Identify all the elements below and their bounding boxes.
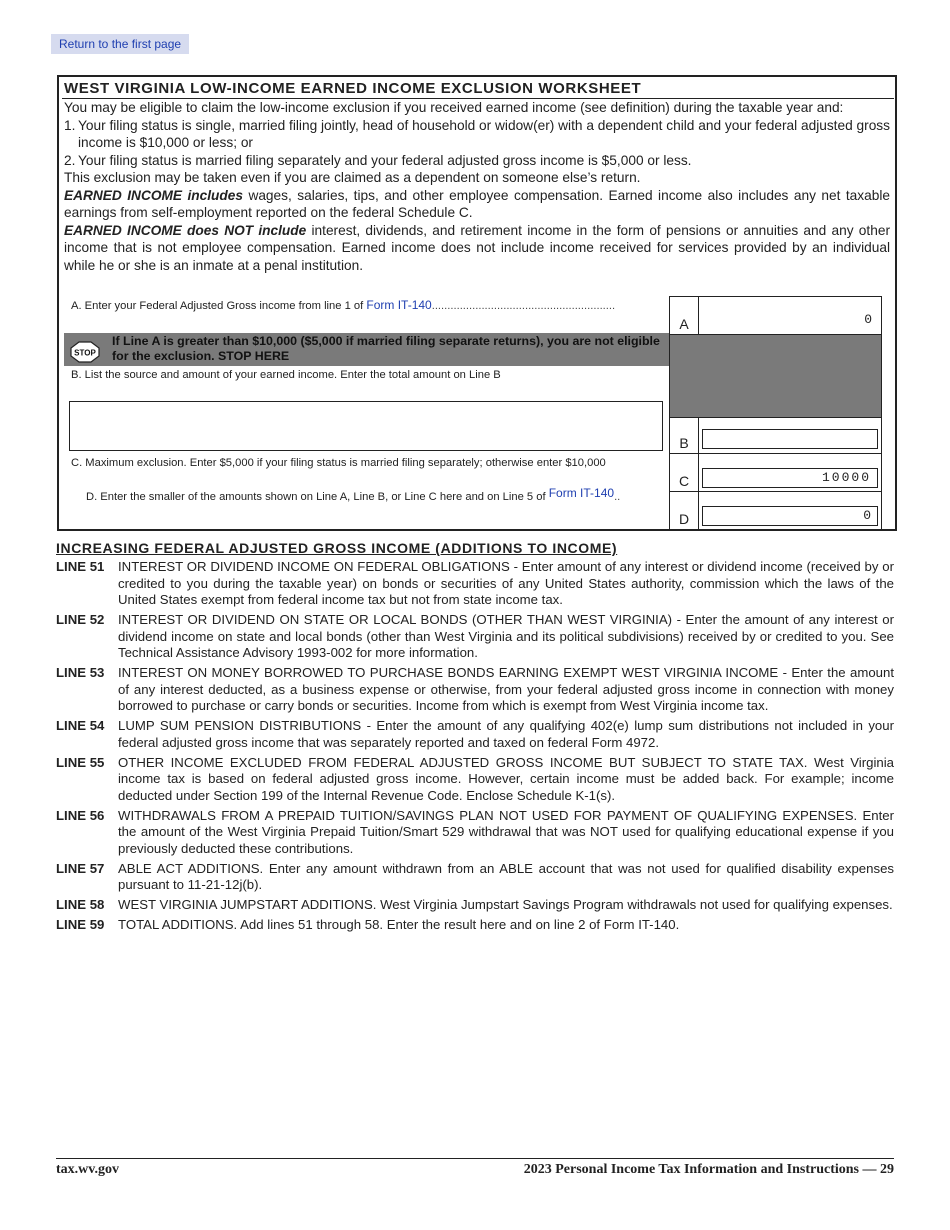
condition-number: 1. bbox=[64, 117, 76, 133]
line-b-amount[interactable] bbox=[702, 429, 878, 449]
line-a-letter: A bbox=[679, 316, 689, 332]
worksheet-title: WEST VIRGINIA LOW-INCOME EARNED INCOME EXCLUSION WORKSHEET bbox=[62, 80, 894, 99]
line-55-entry bbox=[56, 755, 894, 805]
worksheet-lines bbox=[64, 296, 889, 530]
condition-text: Your filing status is married filing separately and your federal adjusted gross income is $5,000 or less. bbox=[78, 152, 692, 168]
line-description: WITHDRAWALS FROM A PREPAID TUITION/SAVINGS PLAN NOT USED FOR PAYMENT OF QUALIFYING EXPENSES. Enter the amount of the West Virginia Prepaid Tuition/Smart 529 withdrawal that was NOT used for qualifying educational expense if you previously deducted these contributions. bbox=[118, 807, 894, 856]
leader-dots: ........................................................... bbox=[431, 300, 616, 312]
condition-item bbox=[64, 117, 890, 152]
line-description: LUMP SUM PENSION DISTRIBUTIONS - Enter the amount of any qualifying 402(e) lump sum distributions not included in your federal adjusted gross income that was separately reported and taxed on federal Form 4972. bbox=[118, 718, 894, 750]
line-53-entry bbox=[56, 665, 894, 715]
line-52-entry bbox=[56, 612, 894, 662]
condition-number: 2. bbox=[64, 152, 76, 168]
line-b-letter: B bbox=[679, 435, 689, 451]
worksheet-instructions bbox=[64, 99, 895, 274]
line-a-text: A. Enter your Federal Adjusted Gross income from line 1 of bbox=[71, 300, 367, 312]
line-54-entry bbox=[56, 718, 894, 751]
footer-page-info: 2023 Personal Income Tax Information and Instructions — 29 bbox=[523, 1162, 894, 1177]
row-divider bbox=[670, 417, 881, 418]
line-56-entry bbox=[56, 808, 894, 858]
line-d-text: D. Enter the smaller of the amounts shown on Line A, Line B, or Line C here and on Line 5 of bbox=[86, 491, 549, 503]
row-divider bbox=[670, 334, 881, 335]
condition-item bbox=[64, 152, 890, 170]
line-number: LINE 51 bbox=[56, 559, 105, 574]
earned-income-includes bbox=[64, 187, 890, 222]
row-divider bbox=[670, 491, 881, 492]
footer-website[interactable]: tax.wv.gov bbox=[56, 1162, 119, 1177]
line-59-entry bbox=[56, 917, 894, 934]
earned-income-sources-box[interactable] bbox=[69, 401, 663, 451]
line-58-entry bbox=[56, 897, 894, 914]
amount-column bbox=[669, 296, 882, 530]
line-b-label: B. List the source and amount of your earned income. Enter the total amount on Line B bbox=[71, 369, 501, 381]
line-c-letter: C bbox=[678, 473, 690, 489]
line-number: LINE 57 bbox=[56, 860, 105, 876]
footer-divider bbox=[56, 1158, 894, 1159]
line-description: TOTAL ADDITIONS. Add lines 51 through 58. Enter the result here and on line 2 of Form IT-140. bbox=[118, 917, 680, 932]
line-description: INTEREST OR DIVIDEND ON STATE OR LOCAL BONDS (OTHER THAN WEST VIRGINIA) - Enter the amount of any interest or dividend income on state and local bonds (other than West Virginia and its political subdivisions) received by or credited to you. See Technical Assistance Advisory 1993-002 for more information. bbox=[118, 612, 894, 660]
exclusion-worksheet bbox=[57, 75, 897, 531]
form-it140-link[interactable]: Form IT-140 bbox=[548, 486, 615, 500]
earned-includes-label: EARNED INCOME includes bbox=[64, 187, 243, 203]
return-to-first-page-button[interactable]: Return to the first page bbox=[51, 34, 189, 54]
line-a-label bbox=[71, 298, 664, 312]
stop-sign-label: STOP bbox=[74, 348, 96, 358]
line-description: INTEREST OR DIVIDEND INCOME ON FEDERAL OBLIGATIONS - Enter amount of any interest or dividend income (received by or credited to you during the taxable year) on bonds or securities of any United States authority, commission which the laws of the United States exempt from federal income tax but not from state income tax. bbox=[118, 559, 894, 607]
line-number: LINE 55 bbox=[56, 754, 105, 770]
condition-text: Your filing status is single, married filing jointly, head of household or widow(er) with a dependent child and your federal adjusted gross income is $10,000 or less; or bbox=[78, 117, 890, 150]
line-57-entry bbox=[56, 861, 894, 894]
additions-list bbox=[56, 559, 894, 937]
line-description: ABLE ACT ADDITIONS. Enter any amount withdrawn from an ABLE account that was not used for qualified disability expenses pursuant to 11-21-12j(b). bbox=[118, 860, 894, 892]
dependent-note: This exclusion may be taken even if you are claimed as a dependent on someone else’s return. bbox=[64, 170, 641, 185]
line-51-entry bbox=[56, 559, 894, 609]
line-number: LINE 56 bbox=[56, 807, 105, 823]
form-it140-link[interactable]: Form IT-140 bbox=[366, 298, 432, 312]
shaded-area bbox=[670, 334, 881, 417]
additions-heading: INCREASING FEDERAL ADJUSTED GROSS INCOME (ADDITIONS TO INCOME) bbox=[56, 540, 618, 556]
line-number: LINE 54 bbox=[56, 718, 105, 733]
line-d-amount[interactable]: 0 bbox=[702, 506, 878, 526]
worksheet-intro: You may be eligible to claim the low-income exclusion if you received earned income (see definition) during the taxable year and: bbox=[64, 100, 844, 115]
stop-sign-icon bbox=[70, 341, 100, 363]
row-divider bbox=[670, 453, 881, 454]
earned-includes-text: wages, salaries, tips, and other employee compensation. Earned income also includes any net taxable earnings from self-employment reported on the federal Schedule C. bbox=[64, 187, 890, 220]
line-description: OTHER INCOME EXCLUDED FROM FEDERAL ADJUSTED GROSS INCOME BUT SUBJECT TO STATE TAX. West Virginia income tax is based on federal adjusted gross income. However, certain income must be added back. For example; income deducted under Section 199 of the Internal Revenue Code. Enclose Schedule K-1(s). bbox=[118, 754, 894, 803]
line-a-amount[interactable]: 0 bbox=[864, 312, 872, 327]
stop-warning bbox=[64, 333, 670, 366]
leader-dots: .. bbox=[614, 491, 621, 503]
line-description: INTEREST ON MONEY BORROWED TO PURCHASE BONDS EARNING EXEMPT WEST VIRGINIA INCOME - Enter the amount of any interest deducted, as a business expense or otherwise, from your federal adjusted gross income in connection with money borrowed to purchase or carry bonds or securities. Income from which is exempt from West Virginia income tax. bbox=[118, 665, 894, 713]
line-number: LINE 52 bbox=[56, 612, 105, 627]
earned-excludes-label: EARNED INCOME does NOT include bbox=[64, 222, 307, 238]
line-d-letter: D bbox=[678, 511, 690, 527]
stop-warning-text: If Line A is greater than $10,000 ($5,000 if married filing separate returns), you are not eligible for the exclusion. STOP HERE bbox=[112, 334, 660, 363]
line-c-amount[interactable]: 10000 bbox=[702, 468, 878, 488]
line-d-label bbox=[86, 486, 621, 503]
line-description: WEST VIRGINIA JUMPSTART ADDITIONS. West Virginia Jumpstart Savings Program withdrawals not used for qualifying expenses. bbox=[118, 897, 893, 912]
line-number: LINE 58 bbox=[56, 897, 105, 912]
earned-income-excludes bbox=[64, 222, 890, 275]
line-number: LINE 53 bbox=[56, 665, 105, 680]
line-c-label: C. Maximum exclusion. Enter $5,000 if your filing status is married filing separately; otherwise enter $10,000 bbox=[71, 457, 606, 469]
line-number: LINE 59 bbox=[56, 917, 105, 932]
earned-excludes-text: interest, dividends, and retirement income in the form of pensions or annuities and any other income that is not employee compensation. Earned income does not include income received for services provided by an individual while he or she is an inmate at a penal institution. bbox=[64, 222, 891, 273]
